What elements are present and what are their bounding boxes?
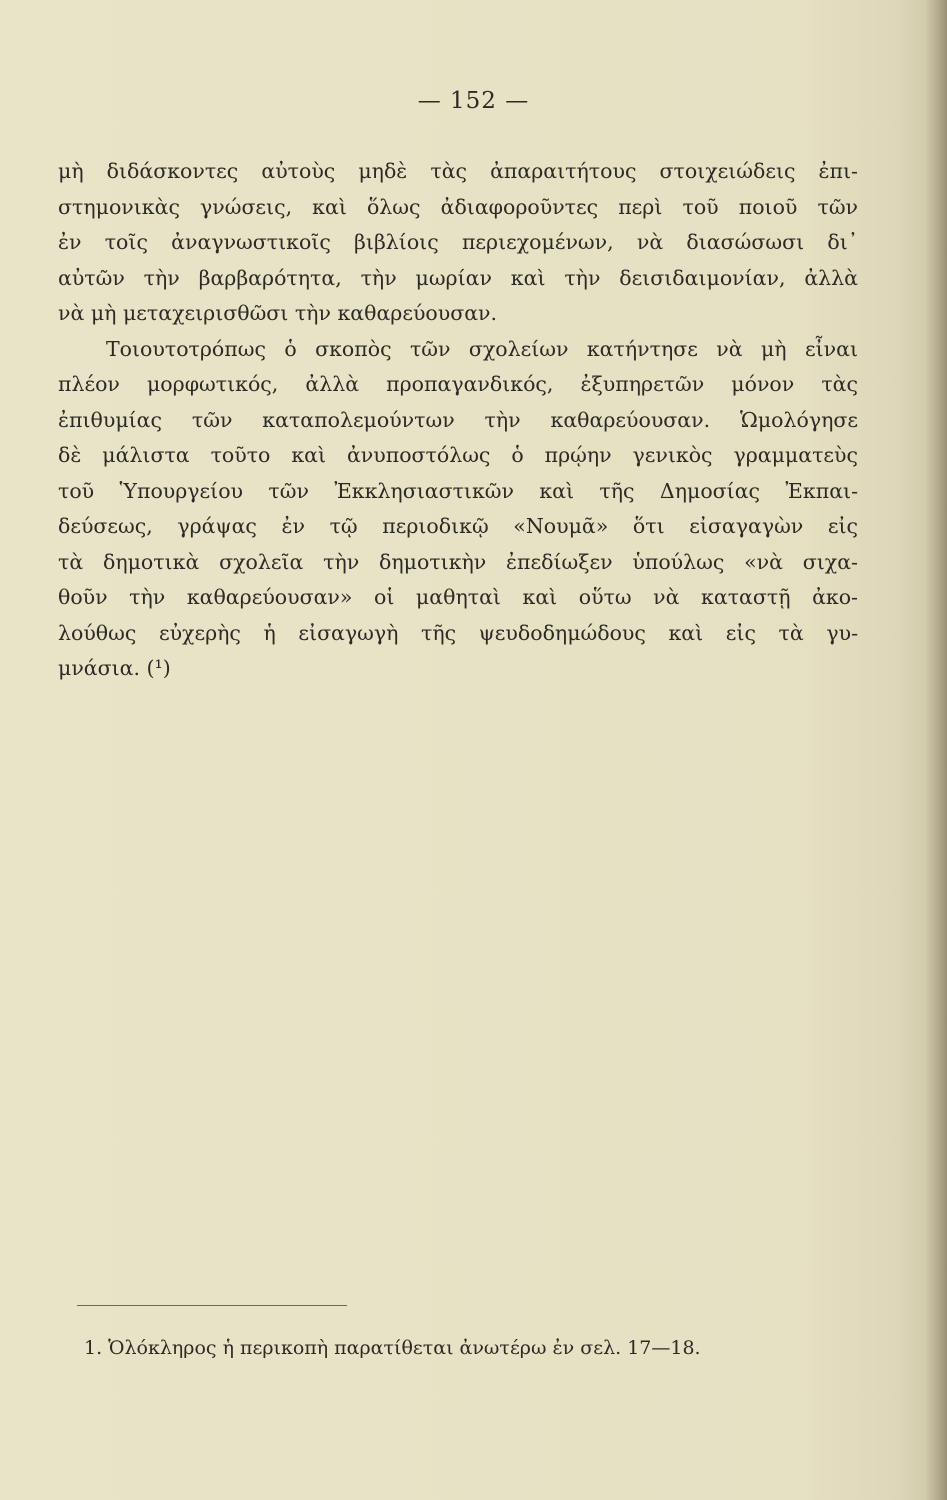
binding-edge-shadow: [925, 0, 947, 1500]
text-line: στημονικὰς γνώσεις, καὶ ὅλως ἀδιαφοροῦντες περὶ τοῦ ποιοῦ τῶν: [58, 194, 858, 219]
footnote: 1. Ὁλόκληρος ἡ περικοπὴ παρατίθεται ἀνωτέρω ἐν σελ. 17—18.: [84, 1337, 701, 1359]
text-line: πλέον μορφωτικός, ἀλλὰ προπαγανδικός, ἐξυπηρετῶν μόνον τὰς: [58, 372, 858, 396]
text-line: αὐτῶν τὴν βαρβαρότητα, τὴν μωρίαν καὶ τὴν δεισιδαιμονίαν, ἀλλὰ: [58, 265, 858, 290]
text-line: δὲ μάλιστα τοῦτο καὶ ἀνυποστόλως ὁ πρῴην γενικὸς γραμματεὺς: [58, 443, 858, 467]
text-line: δεύσεως, γράψας ἐν τῷ περιοδικῷ «Νουμᾶ» ὅτι εἰσαγαγὼν εἰς: [58, 514, 858, 538]
text-line: Τοιουτοτρόπως ὁ σκοπὸς τῶν σχολείων κατήντησε νὰ μὴ εἶναι: [106, 336, 858, 361]
text-line: ἐν τοῖς ἀναγνωστικοῖς βιβλίοις περιεχομένων, νὰ διασώσωσι δι᾽: [58, 230, 858, 254]
text-line: λούθως εὐχερὴς ἡ εἰσαγωγὴ τῆς ψευδοδημώδους καὶ εἰς τὰ γυ-: [58, 620, 858, 645]
text-line: θοῦν τὴν καθαρεύουσαν» οἱ μαθηταὶ καὶ οὕτω νὰ καταστῇ ἀκο-: [58, 585, 858, 609]
page-number: — 152 —: [417, 88, 530, 114]
text-line: μνάσια. (¹): [58, 656, 171, 680]
text-line: τὰ δημοτικὰ σχολεῖα τὴν δημοτικὴν ἐπεδίωξεν ὑπούλως «νὰ σιχα-: [58, 549, 858, 574]
text-line: ἐπιθυμίας τῶν καταπολεμούντων τὴν καθαρεύουσαν. Ὡμολόγησε: [58, 407, 858, 432]
footnote-divider: [77, 1305, 347, 1306]
text-line: μὴ διδάσκοντες αὐτοὺς μηδὲ τὰς ἀπαραιτήτους στοιχειώδεις ἐπι-: [58, 159, 858, 183]
text-line: νὰ μὴ μεταχειρισθῶσι τὴν καθαρεύουσαν.: [58, 301, 498, 325]
text-line: τοῦ Ὑπουργείου τῶν Ἐκκλησιαστικῶν καὶ τῆς Δημοσίας Ἐκπαι-: [58, 478, 858, 503]
body-text: [58, 154, 858, 687]
